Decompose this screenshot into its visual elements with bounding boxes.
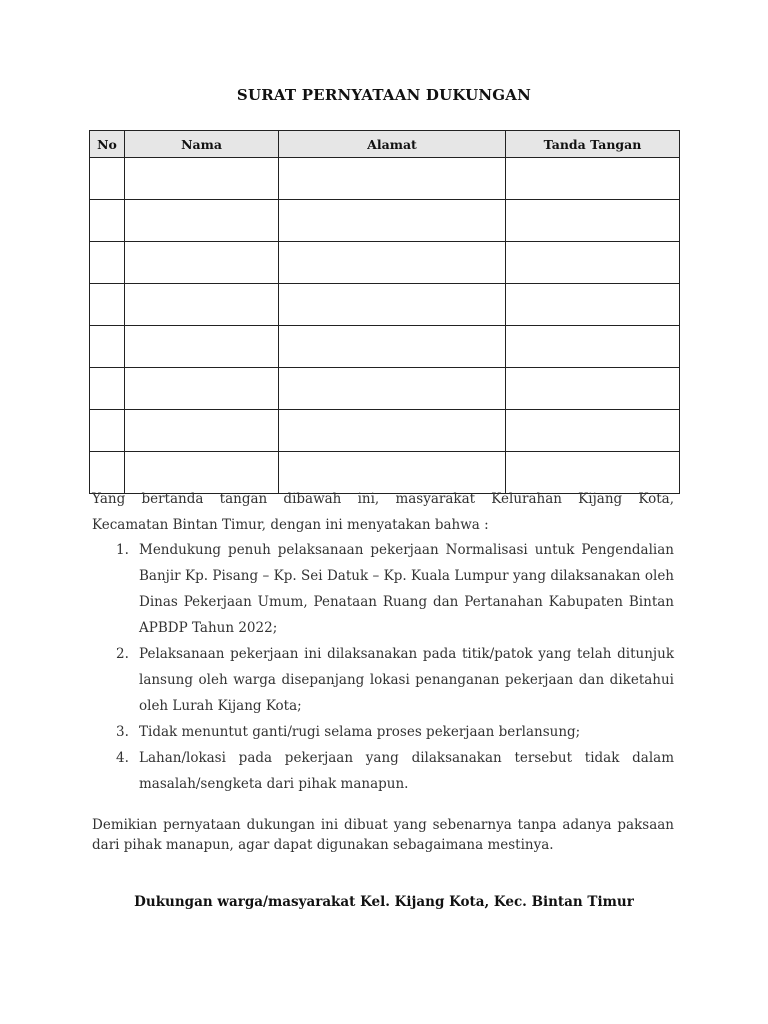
table-row [90, 158, 680, 200]
table-row [90, 368, 680, 410]
table-row [90, 242, 680, 284]
table-row [90, 284, 680, 326]
header-no: No [90, 131, 125, 158]
signature-table [89, 130, 680, 494]
header-nama: Nama [125, 131, 279, 158]
table-row [90, 326, 680, 368]
list-item-number: 3. [116, 724, 129, 740]
cell-alamat [279, 410, 506, 452]
cell-tanda-tangan [506, 158, 680, 200]
cell-no [90, 410, 125, 452]
table-row [90, 410, 680, 452]
cell-nama [125, 158, 279, 200]
header-tanda-tangan: Tanda Tangan [506, 131, 680, 158]
table-body [90, 158, 680, 494]
signoff-line: Dukungan warga/masyarakat Kel. Kijang Kota, Kec. Bintan Timur [134, 894, 634, 910]
cell-tanda-tangan [506, 284, 680, 326]
cell-tanda-tangan [506, 242, 680, 284]
cell-alamat [279, 368, 506, 410]
cell-alamat [279, 326, 506, 368]
list-item-text: Tidak menuntut ganti/rugi selama proses pekerjaan berlansung; [139, 724, 581, 740]
statement-list [92, 537, 674, 797]
cell-alamat [279, 200, 506, 242]
cell-nama [125, 200, 279, 242]
cell-nama [125, 368, 279, 410]
cell-no [90, 284, 125, 326]
intro-paragraph [92, 486, 674, 538]
list-item-text: Mendukung penuh pelaksanaan pekerjaan Normalisasi untuk Pengendalian Banjir Kp. Pisang – Kp. Sei Datuk – Kp. Kuala Lumpur yang dilaksanakan oleh Dinas Pekerjaan Umum, Penataan Ruang dan Pertanahan Kabupaten Bintan APBDP Tahun 2022; [139, 542, 674, 636]
cell-tanda-tangan [506, 200, 680, 242]
cell-tanda-tangan [506, 410, 680, 452]
list-item-text: Lahan/lokasi pada pekerjaan yang dilaksanakan tersebut tidak dalam masalah/sengketa dari pihak manapun. [139, 750, 674, 792]
table-header-row [90, 131, 680, 158]
list-item-text: Pelaksanaan pekerjaan ini dilaksanakan pada titik/patok yang telah ditunjuk lansung oleh warga disepanjang lokasi penanganan pekerjaan dan diketahui oleh Lurah Kijang Kota; [139, 646, 674, 714]
list-item [92, 641, 674, 719]
header-alamat: Alamat [279, 131, 506, 158]
cell-tanda-tangan [506, 326, 680, 368]
table-row [90, 200, 680, 242]
list-item [92, 537, 674, 641]
cell-nama [125, 284, 279, 326]
cell-alamat [279, 284, 506, 326]
list-item-number: 1. [116, 542, 129, 558]
cell-no [90, 200, 125, 242]
cell-nama [125, 326, 279, 368]
cell-alamat [279, 158, 506, 200]
cell-nama [125, 242, 279, 284]
cell-no [90, 368, 125, 410]
cell-tanda-tangan [506, 368, 680, 410]
intro-line-2: Kecamatan Bintan Timur, dengan ini menyatakan bahwa : [92, 517, 489, 533]
list-item-number: 2. [116, 646, 129, 662]
closing-paragraph: Demikian pernyataan dukungan ini dibuat yang sebenarnya tanpa adanya paksaan dari pihak manapun, agar dapat digunakan sebagaimana mestinya. [92, 817, 674, 853]
intro-line-1: Yang bertanda tangan dibawah ini, masyarakat Kelurahan Kijang Kota, [92, 491, 674, 507]
cell-alamat [279, 242, 506, 284]
list-item-number: 4. [116, 750, 129, 766]
list-item [92, 719, 674, 745]
list-item [92, 745, 674, 797]
document-title: SURAT PERNYATAAN DUKUNGAN [236, 86, 532, 104]
cell-no [90, 242, 125, 284]
cell-nama [125, 410, 279, 452]
cell-no [90, 158, 125, 200]
cell-no [90, 326, 125, 368]
